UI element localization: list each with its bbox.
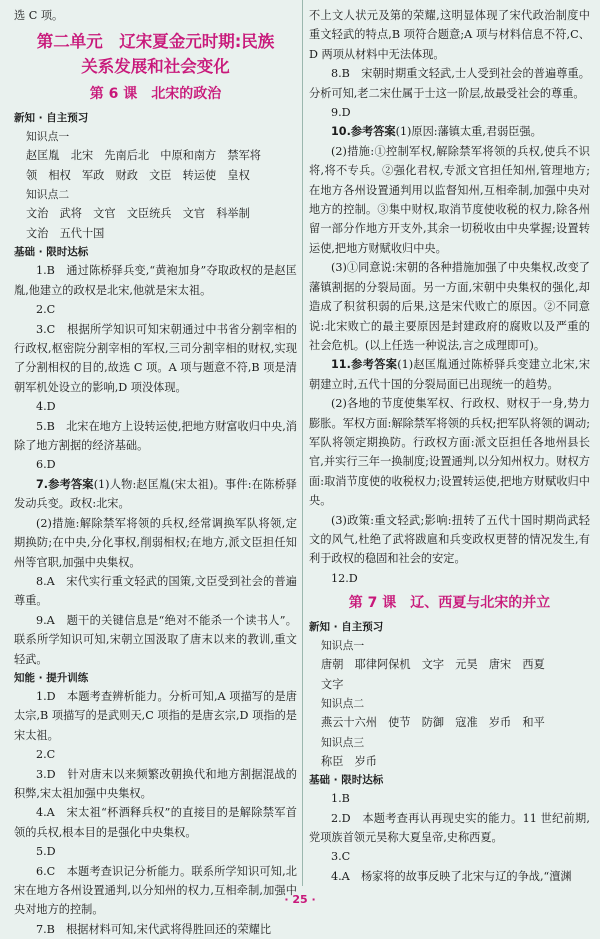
answer-item: 2.C <box>36 303 56 317</box>
answer-item: 12.D <box>331 571 358 585</box>
carry-over-text: 不上文人状元及第的荣耀,这明显体现了宋代政治制度中重文轻武的特点,B 项符合题意;A 项与材料信息不符,C、D 两项从材料中无法体现。 <box>309 9 590 61</box>
kp2-answers-line-1: 文治 武将 文官 文臣统兵 文官 科举制 <box>26 207 250 221</box>
answer-item: 4.A 宋太祖“杯酒释兵权”的直接目的是解除禁军首领的兵权,根本目的是强化中央集权。 <box>14 806 297 839</box>
knowledge-point-2: 知识点二 <box>321 697 365 711</box>
kp3-answers-line-1: 称臣 岁币 <box>321 754 377 768</box>
kp1-answers-line-1: 赵匡胤 北宋 先南后北 中原和南方 禁军将 <box>26 149 261 163</box>
kp1-answers-line-2: 领 相权 军政 财政 文臣 转运使 皇权 <box>26 168 250 182</box>
kp2-answers-line-1: 燕云十六州 使节 防御 寇准 岁币 和平 <box>321 716 545 730</box>
unit-title-line-1: 第二单元 辽宋夏金元时期:民族 <box>36 32 275 52</box>
right-column <box>309 6 590 884</box>
answer-item <box>309 355 590 394</box>
page-number: · 25 · <box>284 893 316 906</box>
answer-item: 3.C <box>331 850 351 864</box>
answer-item: (3)政策:重文轻武;影响:扭转了五代十国时期尚武轻文的风气,杜绝了武将跋扈和兵变政权更替的情况发生,有利于政权的稳固和社会的安定。 <box>309 513 590 566</box>
answer-item: (2)措施:解除禁军将领的兵权,经常调换军队将领,定期换防;在中央,分化事权,削弱相权;在地方,派文臣担任知州等官职,加强中央集权。 <box>14 516 297 569</box>
reference-answer-tag: 7.参考答案 <box>36 477 94 491</box>
section-preview-heading: 新知 · 自主预习 <box>309 621 384 634</box>
answer-item: 3.C 根据所学知识可知宋朝通过中书省分割宰相的行政权,枢密院分割宰相的军权,三司分割宰相的财权,实现了分割相权的目的,故选 C 项。A 项与题意不符,B 项是清朝军机处设立的影响,D 项没体现。 <box>14 322 297 394</box>
answer-item: 4.A 杨家将的故事反映了北宋与辽的争战,“澶渊 <box>331 869 572 883</box>
section-preview-heading: 新知 · 自主预习 <box>14 112 89 125</box>
answer-item: 3.D 针对唐末以来频繁改朝换代和地方割据混战的积弊,宋太祖加强中央集权。 <box>14 767 297 800</box>
answer-item: (3)①同意说:宋朝的各种措施加强了中央集权,改变了藩镇割据的分裂局面。另一方面,宋朝中央集权的强化,却造成了积贫积弱的后果,这是宋代败亡的原因。②不同意说:北宋败亡的最主要原因是封建政府的腐败以及严重的社会危机。(以上任选一种说法,言之成理即可)。 <box>309 261 590 352</box>
answer-item: (2)各地的节度使集军权、行政权、财权于一身,势力膨胀。军权方面:解除禁军将领的兵权;把军队将领的调动;军队将领定期换防。行政权方面:派文臣担任各地州县长官,并实行三年一换制度;设置通判,以分知州权力。财权方面:取消节度使的收税权力;设置转运使,把地方财赋收归中央。 <box>309 397 590 508</box>
carry-over-text: 选 C 项。 <box>14 9 64 22</box>
answer-item: 9.A 题干的关键信息是“绝对不能杀一个读书人”。联系所学知识可知,宋朝立国汲取了唐末以来的教训,重文轻武。 <box>14 613 297 666</box>
answer-item: 8.B 宋朝时期重文轻武,士人受到社会的普遍尊重。分析可知,老二宋仕属于士这一阶层,故最受社会的尊重。 <box>309 67 590 100</box>
answer-item: 2.D 本题考查再认再现史实的能力。11 世纪前期,党项族首领元昊称大夏皇帝,史称西夏。 <box>309 811 590 844</box>
answer-text: (1)赵匡胤通过陈桥驿兵变建立北宋,宋朝建立时,五代十国的分裂局面已出现统一的趋势。 <box>309 358 591 391</box>
kp1-answers-line-2: 文字 <box>321 677 344 691</box>
answer-item: 1.B <box>331 792 350 806</box>
lesson-7-title: 第 7 课 辽、西夏与北宋的并立 <box>348 595 551 612</box>
answer-item: 6.D <box>36 458 56 472</box>
answer-item <box>14 475 297 514</box>
kp2-answers-line-2: 文治 五代十国 <box>26 226 105 240</box>
lesson-6-title: 第 6 课 北宋的政治 <box>89 86 222 103</box>
reference-answer-tag: 11.参考答案 <box>331 358 398 372</box>
unit-title <box>14 29 297 79</box>
answer-item: 9.D <box>331 106 351 120</box>
answer-text: (1)原因:藩镇太重,君弱臣强。 <box>395 125 542 139</box>
answer-item: 8.A 宋代实行重文轻武的国策,文臣受到社会的普遍尊重。 <box>14 574 297 608</box>
answer-text: (1)人物:赵匡胤(宋太祖)。事件:在陈桥驿发动兵变。政权:北宋。 <box>14 477 297 511</box>
answer-item: 1.B 通过陈桥驿兵变,“黄袍加身”夺取政权的是赵匡胤,他建立的政权是北宋,他就是宋太祖。 <box>14 264 297 297</box>
section-ability-heading: 知能 · 提升训练 <box>14 671 89 684</box>
section-basic-heading: 基础 · 限时达标 <box>309 774 384 787</box>
answer-item: 5.D <box>36 845 56 859</box>
answer-item: 2.C <box>36 748 56 762</box>
answer-item: 4.D <box>36 400 56 414</box>
answer-item: 1.D 本题考查辨析能力。分析可知,A 项描写的是唐太宗,B 项描写的是武则天,C 项指的是唐玄宗,D 项指的是宋太祖。 <box>14 689 297 742</box>
unit-title-line-2: 关系发展和社会变化 <box>81 57 230 77</box>
answer-item: 6.C 本题考查识记分析能力。联系所学知识可知,北宋在地方各州设置通判,以分知州的权力,互相牵制,加强中央对地方的控制。 <box>14 864 297 917</box>
answer-item: (2)措施:①控制军权,解除禁军将领的兵权,使兵不识将,将不专兵。②强化君权,专派文官担任知州,管理地方;在地方各州设置通判用以监督知州,互相牵制,加强中央对地方的控制。③集中财权,取消节度使收税的权力,除各州留一部分作地方开支外,其余一切税收由中央掌握;设置转运使,把地方财赋收归中央。 <box>309 144 590 255</box>
reference-answer-tag: 10.参考答案 <box>331 125 396 139</box>
kp1-answers-line-1: 唐朝 耶律阿保机 文字 元昊 唐宋 西夏 <box>321 658 545 672</box>
knowledge-point-1: 知识点一 <box>321 639 365 653</box>
left-column <box>14 6 297 936</box>
answer-item <box>309 122 590 141</box>
answer-item: 7.B 根据材料可知,宋代武将得胜回还的荣耀比 <box>36 922 272 936</box>
column-divider <box>302 0 303 886</box>
knowledge-point-2: 知识点二 <box>26 188 70 202</box>
knowledge-point-3: 知识点三 <box>321 735 365 749</box>
knowledge-point-1: 知识点一 <box>26 130 70 144</box>
section-basic-heading: 基础 · 限时达标 <box>14 246 89 259</box>
answer-item: 5.B 北宋在地方上设转运使,把地方财富收归中央,消除了地方割据的经济基础。 <box>14 419 297 453</box>
